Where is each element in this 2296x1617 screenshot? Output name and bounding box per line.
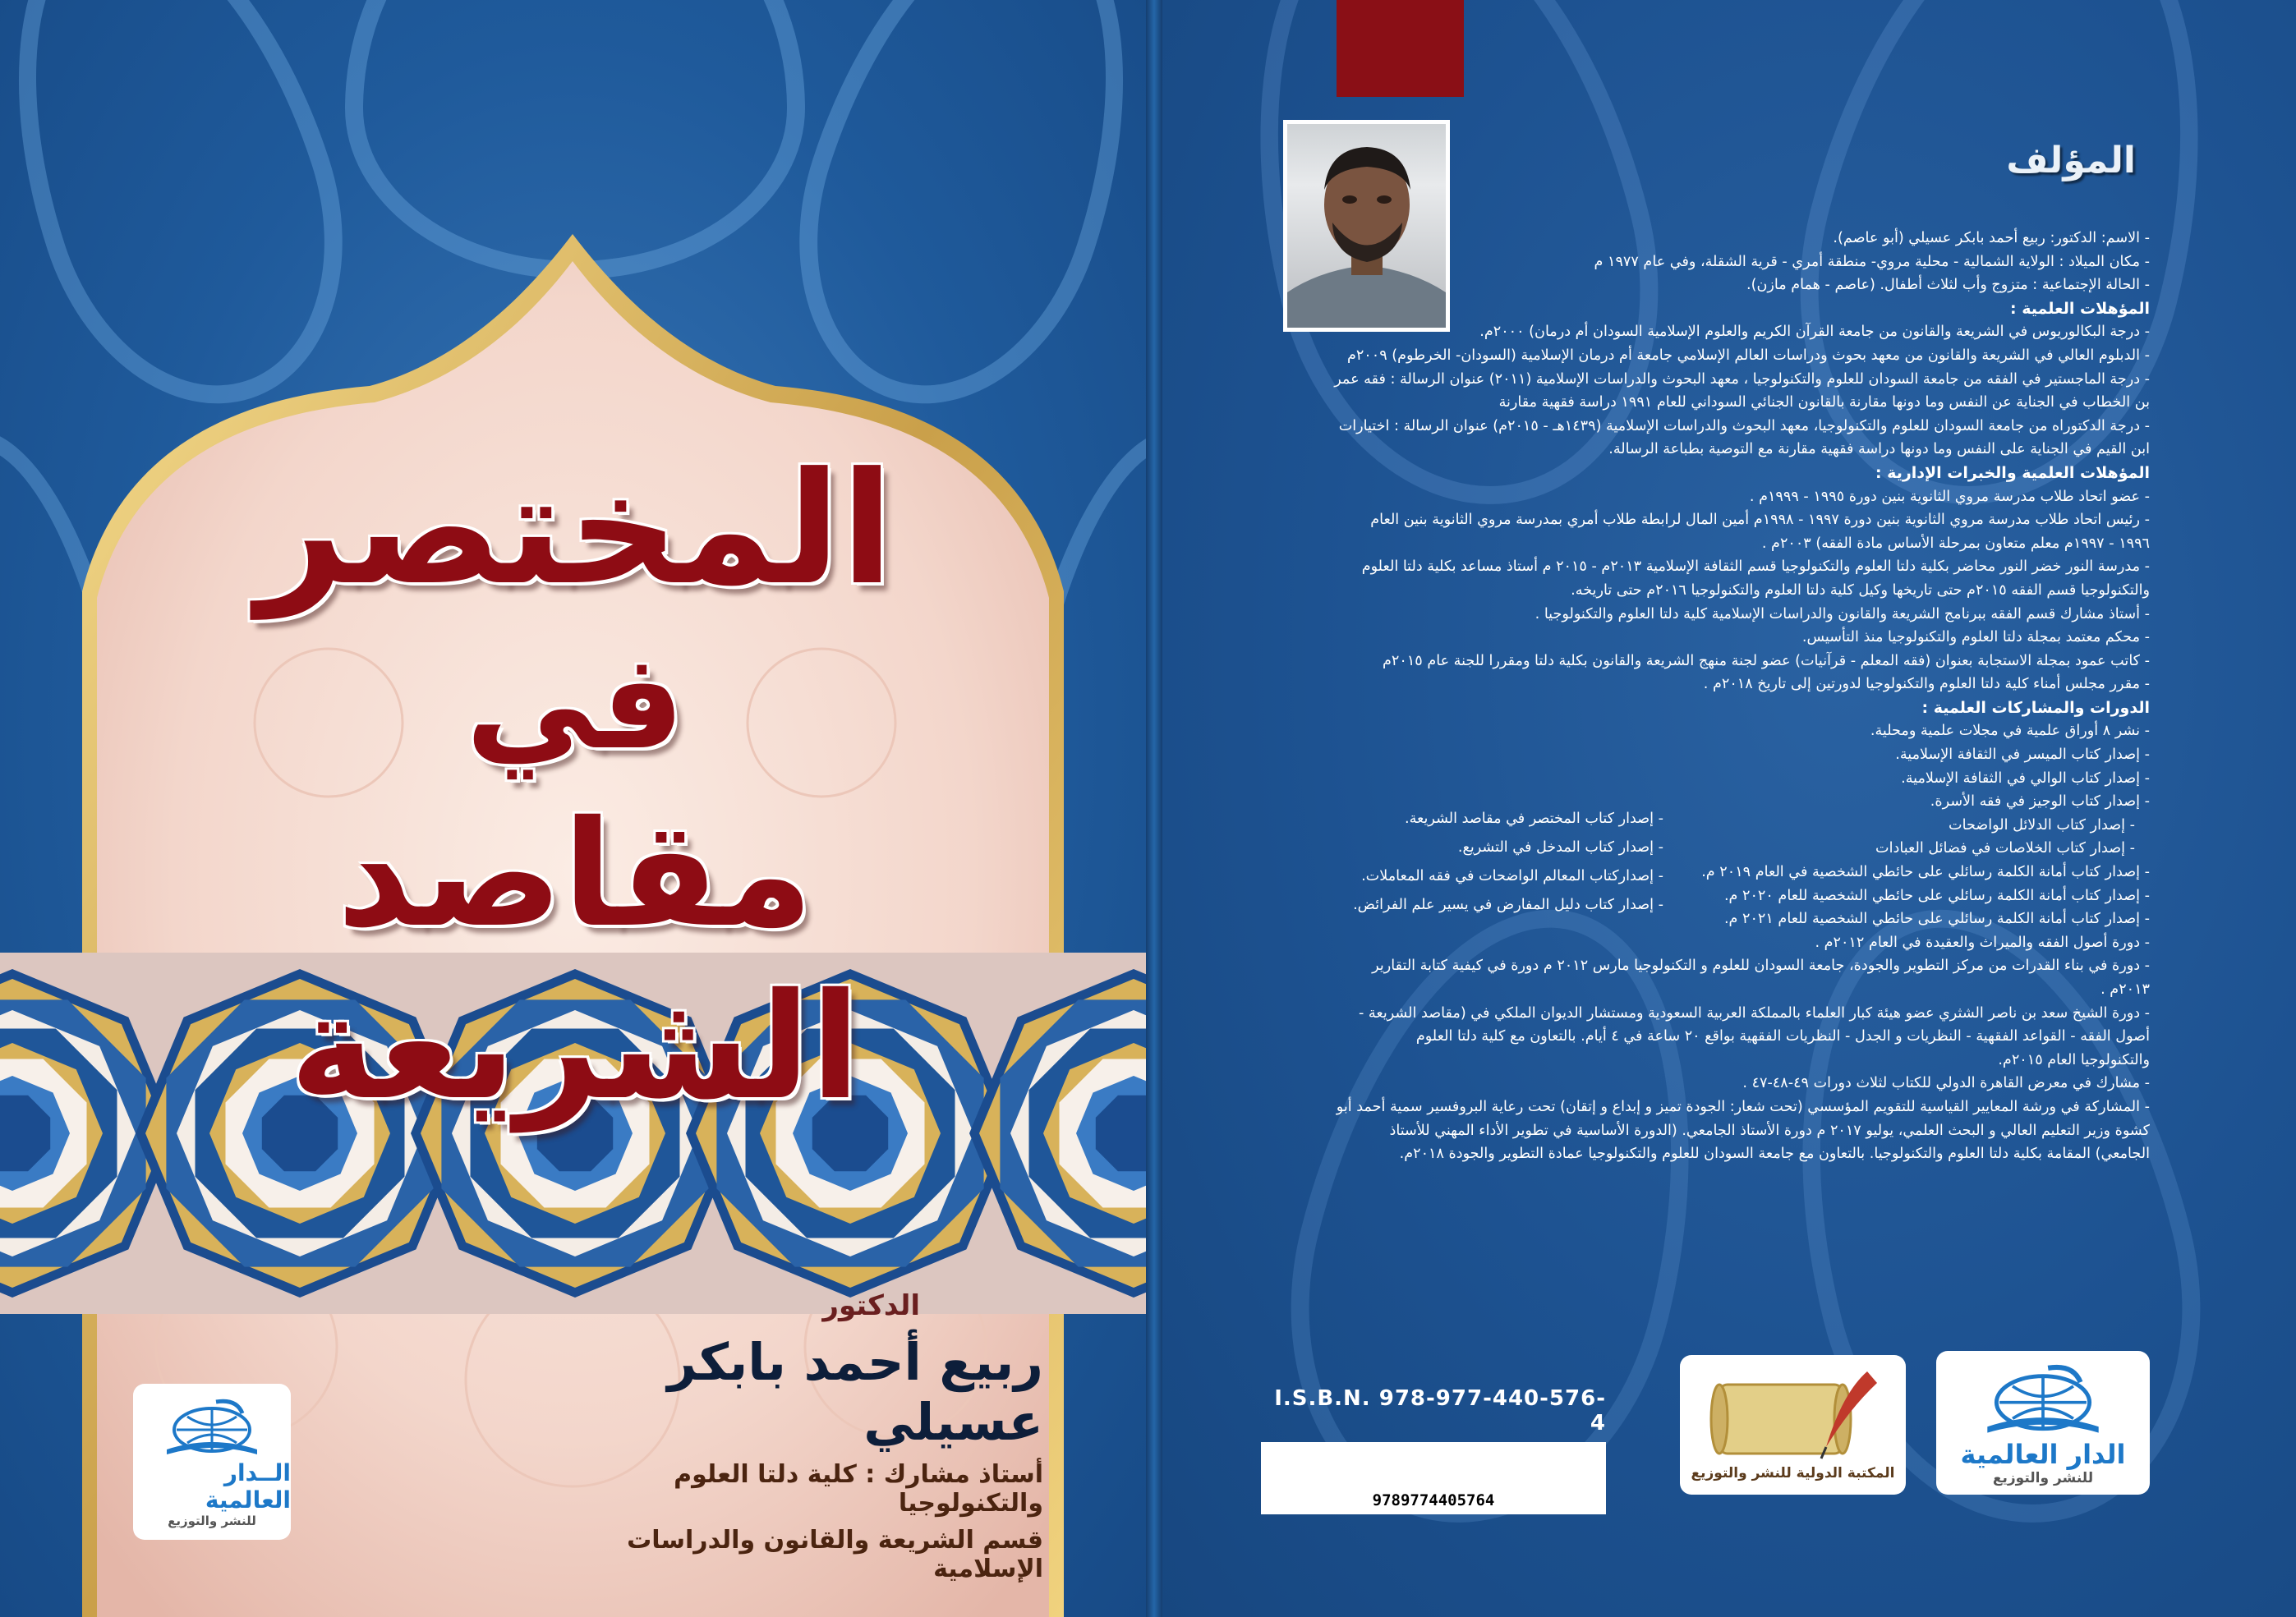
title-line-3: مقاصد الشريعة	[289, 789, 861, 1132]
author-label: الدكتور	[822, 1289, 920, 1322]
bio-line: والتكنولوجيا قسم الفقه ٢٠١٥م حتى تاريخها وكيل كلية دلتا العلوم والتكنولوجيا ٢٠١٦م حتى تاريخه.	[1571, 581, 2150, 599]
publisher-logo-back	[1936, 1351, 2150, 1495]
bio-line: أصول الفقه - القواعد الفقهية - النظريات و الجدل - النظريات الفقهية بواقع ٢٠ ساعة في ٤ أيام. بالتعاون مع كلية دلتا العلوم	[1415, 1028, 2150, 1045]
bio-line: - مشارك في معرض القاهرة الدولي للكتاب لثلاث دورات ٤٩-٤٨-٤٧ .	[1742, 1075, 2150, 1092]
bio-heading: المؤهلات العلمية :	[2010, 299, 2150, 318]
bio-line: - الدبلوم العالي في الشريعة والقانون من معهد بحوث ودراسات العالم الإسلامي جامعة أم درمان الإسلامية (السودان- الخرطوم) ٢٠٠٩م	[1346, 347, 2150, 364]
bio-line: - رئيس اتحاد طلاب مدرسة مروي الثانوية بنين دورة ١٩٩٧ - ١٩٩٨م أمين المال لرابطة طلاب أمري بمدرسة مروي الثانوية بنين العام	[1370, 512, 2150, 529]
publications-list	[1277, 805, 1663, 920]
bio-heading: المؤهلات العلمية والخبرات الإدارية :	[1875, 463, 2150, 482]
author-block	[575, 1289, 1043, 1583]
barcode-number: 9789774405764	[1372, 1491, 1495, 1509]
bio-line: - عضو اتحاد طلاب مدرسة مروي الثانوية بنين دورة ١٩٩٥ - ١٩٩٩م .	[1749, 488, 2150, 505]
library-logo	[1680, 1355, 1906, 1495]
bio-line: - إصدار كتاب الميسر في الثقافة الإسلامية.	[1895, 746, 2150, 764]
bio-line: الجامعي) المقامة بكلية دلتا العلوم والتكنولوجيا. بالتعاون مع جامعة السودان للعلوم والتكنولوجيا عمادة التطوير والجودة ٢٠١٨م.	[1399, 1146, 2150, 1163]
library-logo-caption: المكتبة الدولية للنشر والتوزيع	[1691, 1465, 1895, 1481]
isbn-block	[1261, 1386, 1606, 1509]
book-spine	[1146, 0, 1162, 1617]
bio-line: والتكنولوجيا العام ٢٠١٥م.	[1998, 1051, 2150, 1068]
bio-line: - إصدار كتاب الخلاصات في فضائل العبادات	[1875, 840, 2135, 857]
publisher-name: الــدار العالمية	[205, 1459, 291, 1514]
isbn-label: I.S.B.N. 978-977-440-576-4	[1274, 1386, 1606, 1436]
bio-line: - إصدار كتاب أمانة الكلمة رسائلي على حائطي الشخصية للعام ٢٠٢١ م.	[1723, 911, 2150, 928]
author-affiliation-1: أستاذ مشارك : كلية دلتا العلوم والتكنولوجيا	[674, 1460, 1043, 1518]
scroll-quill-icon	[1703, 1368, 1884, 1465]
bio-line: - إصدار كتاب الدلائل الواضحات	[1949, 816, 2135, 834]
publication-item: - إصدار كتاب المختصر في مقاصد الشريعة.	[1404, 811, 1663, 827]
title-line-1: المختصر	[256, 439, 894, 619]
bio-line: - كاتب عمود بمجلة الاستجابة بعنوان (فقه المعلم - قرآنيات) عضو لجنة منهج الشريعة والقانون بكلية دلتا ومقررا للجنة عام ٢٠١٥م	[1383, 652, 2150, 669]
author-section-title: المؤلف	[2006, 140, 2136, 181]
publication-item: - إصدار كتاب المدخل في التشريع.	[1457, 839, 1663, 856]
accent-strip	[1337, 0, 1464, 97]
book-globe-icon	[159, 1395, 265, 1459]
publisher-logo-front	[133, 1384, 291, 1540]
book-globe-icon	[1973, 1360, 2113, 1439]
bio-line: - إصدار كتاب أمانة الكلمة رسائلي على حائطي الشخصية في العام ٢٠١٩ م.	[1701, 864, 2150, 881]
bio-line: - إصدار كتاب أمانة الكلمة رسائلي على حائطي الشخصية للعام ٢٠٢٠ م.	[1723, 887, 2150, 904]
bio-line: ٢٠١٣م .	[2100, 981, 2150, 998]
bio-line: - إصدار كتاب الوجيز في فقه الأسرة.	[1930, 793, 2150, 811]
barcode	[1261, 1442, 1606, 1514]
bio-line: - مكان الميلاد : الولاية الشمالية - محلية مروي- منطقة أمري - قرية الشقلة، وفي عام ١٩٧٧ م	[1594, 253, 2150, 270]
bio-line: - دورة أصول الفقه والميراث والعقيدة في العام ٢٠١٢م .	[1815, 934, 2150, 951]
publication-item: - إصداركتاب المعالم الواضحات في فقه المعاملات.	[1361, 868, 1663, 884]
bio-line: - مدرسة النور خضر النور محاضر بكلية دلتا العلوم والتكنولوجيا قسم الثقافة الإسلامية ٢٠١٣م - ٢٠١٥ م أستاذ مساعد بكلية دلتا العلوم	[1361, 558, 2150, 576]
bio-line: - دورة الشيخ سعد بن ناصر الشثري عضو هيئة كبار العلماء بالمملكة العربية السعودية ومستشار الديوان الملكي في (مقاصد الشريعة -	[1358, 1004, 2150, 1022]
bio-line: - الحالة الإجتماعية : متزوج وأب لثلاث أطفال. (عاصم - همام مازن).	[1746, 277, 2150, 294]
title-line-2: في	[465, 625, 685, 779]
barcode-bars	[1272, 1449, 1594, 1488]
book-title	[140, 439, 1010, 1133]
bio-line: ١٩٩٦ - ١٩٩٧م معلم متعاون بمرحلة الأساس مادة الفقه) ٢٠٠٣م .	[1761, 535, 2150, 552]
bio-line: - المشاركة في ورشة المعايير القياسية للتقويم المؤسسي (تحت شعار: الجودة تميز و إبداع و إتقان) تحت رعاية البروفسير سمية أحمد أبو	[1336, 1098, 2150, 1115]
bio-line: بن الخطاب في الجناية عن النفس وما دونها مقارنة بالقانون الجنائي السوداني للعام ١٩٩١ دراسة فقهية مقارنة	[1498, 394, 2150, 411]
bio-line: - مقرر مجلس أمناء كلية دلتا العلوم والتكنولوجيا لدورتين إلى تاريخ ٢٠١٨م .	[1703, 676, 2150, 693]
publisher-name: الدار العالمية	[1960, 1438, 2126, 1470]
bio-line: - إصدار كتاب الوالي في الثقافة الإسلامية.	[1901, 769, 2150, 787]
bio-line: - دورة في بناء القدرات من مركز التطوير والجودة، جامعة السودان للعلوم و التكنولوجيا مارس ٢٠١٢ م دورة في كيفية كتابة التقارير	[1372, 958, 2150, 975]
bio-line: ابن القيم في الجناية على النفس وما دونها دراسة فقهية مقارنة مع التوصية بطباعة الرسالة.	[1608, 441, 2150, 458]
author-bio	[1277, 227, 2150, 1166]
bio-line: - نشر ٨ أوراق علمية في مجلات علمية ومحلية.	[1870, 723, 2150, 740]
author-name: ربيع أحمد بابكر عسيلي	[667, 1332, 1043, 1452]
bio-line: - محكم معتمد بمجلة دلتا العلوم والتكنولوجيا منذ التأسيس.	[1801, 629, 2150, 646]
publication-item: - إصدار كتاب دليل المفارض في يسير علم الفرائض.	[1353, 897, 1663, 913]
bio-line: كشوة وزير التعليم العالي و البحث العلمي، يوليو ٢٠١٧ م دورة الأستاذ الجامعي. (الدورة الأساسية في تطوير الأداء المهني للأستاذ	[1389, 1122, 2150, 1139]
publisher-sub: للنشر والتوزيع	[168, 1514, 256, 1528]
bio-heading: الدورات والمشاركات العلمية :	[1921, 698, 2150, 717]
bio-line: - درجة البكالوريوس في الشريعة والقانون من جامعة القرآن الكريم والعلوم الإسلامية السودان أم درمان) ٢٠٠٠م.	[1479, 324, 2150, 341]
bio-line: - درجة الماجستير في الفقه من جامعة السودان للعلوم والتكنولوجيا ، معهد البحوث والدراسات الإسلامية (٢٠١١) عنوان الرسالة : فقه عمر	[1334, 370, 2150, 388]
bio-line: - درجة الدكتوراه من جامعة السودان للعلوم والتكنولوجيا، معهد البحوث والدراسات الإسلامية (١٤٣٩هـ - ٢٠١٥م) عنوان الرسالة : اختيارات	[1338, 417, 2150, 434]
author-affiliation-2: قسم الشريعة والقانون والدراسات الإسلامية	[627, 1526, 1043, 1583]
bio-line: - الاسم: الدكتور: ربيع أحمد بابكر عسيلي (أبو عاصم).	[1833, 230, 2150, 246]
front-cover	[0, 0, 1146, 1617]
publisher-sub: للنشر والتوزيع	[1992, 1469, 2094, 1486]
bio-line: - أستاذ مشارك قسم الفقه ببرنامج الشريعة والقانون والدراسات الإسلامية كلية دلتا العلوم والتكنولوجيا .	[1535, 605, 2150, 622]
